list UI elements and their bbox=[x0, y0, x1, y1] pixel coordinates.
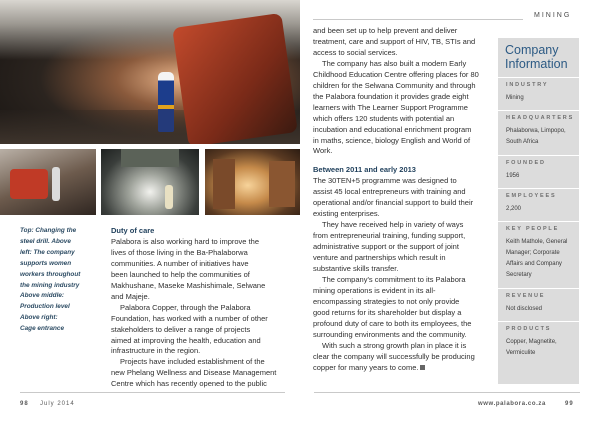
info-label: INDUSTRY bbox=[506, 82, 549, 88]
subheading-2011-2013: Between 2011 and early 2013 bbox=[313, 165, 416, 175]
photo-production-level bbox=[101, 149, 199, 215]
caption-line: Above right: bbox=[20, 314, 58, 322]
sidebar-title: Company Information bbox=[505, 43, 568, 71]
text-line: Palabora is also working hard to improve the bbox=[111, 236, 259, 246]
footer-rule-right bbox=[314, 392, 580, 393]
company-information-sidebar bbox=[498, 38, 579, 384]
caption-line: workers throughout bbox=[20, 270, 81, 278]
text-line: existing enterprises. bbox=[313, 209, 380, 219]
section-label: MINING bbox=[534, 12, 572, 19]
info-label: EMPLOYEES bbox=[506, 193, 557, 199]
text-line: treatment, care and support of HIV, TB, STIs and bbox=[313, 36, 476, 46]
website-url[interactable]: www.palabora.co.za bbox=[478, 401, 546, 407]
info-label: KEY PEOPLE bbox=[506, 226, 560, 232]
end-of-article-mark bbox=[420, 365, 425, 370]
photo-caption bbox=[20, 226, 100, 335]
text-line: encompassing strategies to not only provide bbox=[313, 296, 460, 306]
text-line: substantive skills transfer. bbox=[313, 264, 399, 274]
text-line: from entrepreneurial training, funding support, bbox=[313, 231, 466, 241]
text-line: access to social services. bbox=[313, 47, 398, 57]
photo-steel-drill bbox=[0, 0, 300, 144]
text-line: Projects have included establishment of the bbox=[120, 357, 265, 367]
info-label: REVENUE bbox=[506, 293, 546, 299]
text-line: venture and partnerships which result in bbox=[313, 253, 446, 263]
info-founded bbox=[498, 155, 579, 182]
info-value: Affairs and Company bbox=[506, 261, 562, 267]
text-line: Work. bbox=[313, 146, 333, 156]
caption-line: steel drill. Above bbox=[20, 237, 71, 245]
text-line: They have received help in variety of ways bbox=[322, 220, 464, 230]
info-label: FOUNDED bbox=[506, 160, 546, 166]
info-value: Vermiculite bbox=[506, 350, 536, 356]
info-value: Not disclosed bbox=[506, 306, 543, 312]
caption-line: left: The company bbox=[20, 248, 75, 256]
photo-cage-entrance bbox=[205, 149, 300, 215]
text-line: surrounding environments and the community. bbox=[313, 329, 467, 339]
info-value: Manager; Corporate bbox=[506, 250, 560, 256]
header-rule bbox=[313, 19, 523, 20]
info-label: PRODUCTS bbox=[506, 326, 552, 332]
body-column-left bbox=[111, 226, 296, 390]
info-value: Copper, Magnetite, bbox=[506, 339, 557, 345]
text-line: new Phelang Wellness and Disease Management bbox=[111, 368, 277, 378]
text-line: communities. A number of initiatives have bbox=[111, 258, 249, 268]
text-line: clear the company will successfully be producing bbox=[313, 351, 475, 361]
info-industry bbox=[498, 77, 579, 104]
text-line: copper for many years to come. bbox=[313, 362, 419, 372]
text-line: the Palabora foundation it provides grade eight bbox=[313, 91, 469, 101]
caption-line: Cage entrance bbox=[20, 325, 65, 333]
text-line: Childhood Education Centre offering places for 80 bbox=[313, 69, 479, 79]
body-column-right bbox=[313, 26, 491, 374]
text-line: assist 45 local entrepreneurs with training and bbox=[313, 187, 466, 197]
info-value: Keith Mathole, General bbox=[506, 239, 568, 245]
footer-rule-left bbox=[20, 392, 285, 393]
info-value: 1956 bbox=[506, 173, 520, 179]
text-line: lives of those living in the Ba-Phalaborwa bbox=[111, 247, 248, 257]
text-line: operational and/or financial support to build their bbox=[313, 198, 474, 208]
info-value: Mining bbox=[506, 95, 524, 101]
info-headquarters bbox=[498, 110, 579, 148]
text-line: Makhushane, Maseke Mashishimale, Selwane bbox=[111, 280, 266, 290]
text-line: infrastructure in the region. bbox=[111, 346, 201, 356]
text-line: in maths, science, biology English and World of bbox=[313, 135, 471, 145]
page-number-right: 99 bbox=[565, 401, 574, 407]
info-label: HEADQUARTERS bbox=[506, 115, 575, 121]
info-value: Phalaborwa, Limpopo, bbox=[506, 128, 566, 134]
info-value: Secretary bbox=[506, 272, 532, 278]
text-line: mining operations is evident in its all- bbox=[313, 285, 436, 295]
text-line: Centre which has recently opened to the public bbox=[111, 379, 267, 389]
info-products bbox=[498, 321, 579, 359]
caption-line: Top: Changing the bbox=[20, 227, 77, 234]
caption-line: the mining industry bbox=[20, 281, 80, 289]
caption-line: supports women bbox=[20, 259, 72, 267]
caption-line: Above middle: bbox=[20, 292, 65, 300]
text-line: profound duty of care to both its employees, the bbox=[313, 318, 472, 328]
info-employees bbox=[498, 188, 579, 215]
text-line: which offers 120 students with potential an bbox=[313, 113, 455, 123]
text-line: incubation and educational enrichment program bbox=[313, 124, 472, 134]
text-line: been launched to help the communities of bbox=[111, 269, 250, 279]
text-line: The company has also built a modern Early bbox=[322, 58, 467, 68]
issue-date: July 2014 bbox=[40, 401, 75, 407]
info-key-people bbox=[498, 221, 579, 281]
text-line: Palabora Copper, through the Palabora bbox=[120, 302, 251, 312]
info-value: 2,200 bbox=[506, 206, 522, 212]
page-number-left: 98 bbox=[20, 401, 29, 407]
text-line: good returns for its shareholder but display a bbox=[313, 307, 462, 317]
photo-women-workers bbox=[0, 149, 96, 215]
text-line: aimed at improving the health, education and bbox=[111, 335, 261, 345]
text-line: and Majeje. bbox=[111, 291, 150, 301]
text-line: With such a strong growth plan in place it is bbox=[322, 340, 467, 350]
info-revenue bbox=[498, 288, 579, 315]
text-line: learners with The Learner Support Programme bbox=[313, 102, 468, 112]
text-line: The company's commitment to its Palabora bbox=[322, 274, 466, 284]
text-line: The 30TEN+5 programme was designed to bbox=[313, 176, 457, 186]
info-value: South Africa bbox=[506, 139, 539, 145]
subheading-duty-of-care: Duty of care bbox=[111, 226, 155, 235]
text-line: stakeholders to deliver a range of projects bbox=[111, 324, 251, 334]
text-line: administrative support or the support of joint bbox=[313, 242, 459, 252]
text-line: and been set up to help prevent and deliver bbox=[313, 26, 458, 35]
text-line: children for the Selwana Community and through bbox=[313, 80, 476, 90]
text-line: Foundation, has worked with a number of other bbox=[111, 313, 268, 323]
caption-line: Production level bbox=[20, 303, 70, 311]
